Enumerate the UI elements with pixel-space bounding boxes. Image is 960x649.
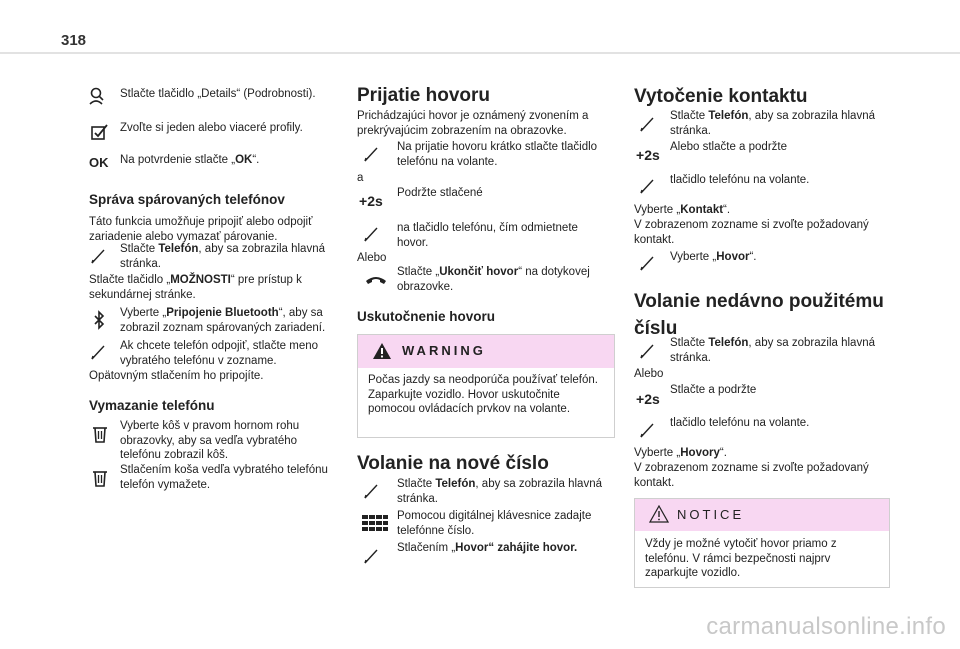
text-recent-5: Vyberte „Hovory“.: [634, 447, 727, 459]
hold-2s-icon: +2s: [359, 193, 383, 209]
trash-icon: [90, 424, 110, 444]
text-recent-4: tlačidlo telefónu na volante.: [670, 417, 810, 429]
pen-icon: [362, 144, 382, 164]
pen-icon: [638, 420, 658, 440]
heading-make-call: Uskutočnenie hovoru: [357, 309, 496, 324]
step-bluetooth: Vyberte „Pripojenie Bluetooth“, aby sa zobrazil zoznam spárovaných zariadení.: [120, 307, 326, 334]
text-and: a: [357, 172, 364, 184]
watermark: carmanualsonline.info: [706, 613, 946, 640]
text-answer: Na prijatie hovoru krátko stlačte tlačidlo telefónu na volante.: [397, 141, 598, 168]
text-contact-3: tlačidlo telefónu na volante.: [670, 174, 810, 186]
text-new-2: Pomocou digitálnej klávesnice zadajte telefónne číslo.: [397, 510, 592, 537]
title-recent-number: Volanie nedávno použitému číslu: [634, 291, 884, 339]
search-person-icon: [88, 86, 108, 106]
checkbox-edit-icon: [90, 122, 110, 142]
notice-header: [635, 499, 889, 531]
text-recent-2: Alebo: [634, 368, 664, 380]
top-divider: [0, 52, 960, 54]
notice-title: NOTICE: [677, 507, 745, 522]
text-delete-2: Stlačením koša vedľa vybratého telefónu telefón vymažete.: [120, 464, 328, 491]
bluetooth-icon: [89, 310, 109, 330]
page-number: 318: [61, 32, 87, 49]
text-details: Stlačte tlačidlo „Details“ (Podrobnosti).: [120, 88, 316, 100]
notice-text: Vždy je možné vytočiť hovor priamo z telefónu. V rámci bezpečnosti najprv zaparkujte vozidlo.: [645, 538, 837, 580]
text-or: Alebo: [357, 252, 387, 264]
pen-icon: [362, 481, 382, 501]
notice-box: [634, 498, 890, 588]
text-reject: na tlačidlo telefónu, čím odmietnete hovor.: [397, 222, 578, 249]
paragraph-function: Táto funkcia umožňuje pripojiť alebo odpojiť zariadenie alebo vymazať párovanie.: [89, 216, 313, 243]
title-dial-contact: Vytočenie kontaktu: [634, 86, 808, 107]
warning-text: Počas jazdy sa neodporúča používať telefón. Zaparkujte vozidlo. Hovor uskutočnite pomocou ovládacích prvkov na volante.: [368, 374, 598, 416]
text-contact-1: Stlačte Telefón, aby sa zobrazila hlavná stránka.: [670, 110, 875, 137]
text-end-call: Stlačte „Ukončiť hovor“ na dotykovej obrazovke.: [397, 266, 590, 293]
trash-icon: [90, 468, 110, 488]
text-profiles: Zvoľte si jeden alebo viaceré profily.: [120, 122, 303, 134]
step-reconnect: Opätovným stlačením ho pripojíte.: [89, 370, 264, 382]
step-options: Stlačte tlačidlo „MOŽNOSTI“ pre prístup k sekundárnej stránke.: [89, 274, 302, 301]
text-confirm: Na potvrdenie stlačte „OK“.: [120, 154, 260, 166]
text-contact-5: V zobrazenom zozname si zvoľte požadovaný kontakt.: [634, 219, 869, 246]
pen-icon: [638, 114, 658, 134]
text-contact-6: Vyberte „Hovor“.: [670, 251, 757, 263]
hold-2s-icon: +2s: [636, 147, 660, 163]
warning-title: WARNING: [402, 343, 486, 358]
warning-box: [357, 334, 615, 438]
text-recent-6: V zobrazenom zozname si zvoľte požadovaný kontakt.: [634, 462, 869, 489]
title-receive-call: Prijatie hovoru: [357, 85, 491, 106]
paragraph-incoming-call: Prichádzajúci hovor je oznámený zvonením a prekrývajúcim zobrazením na obrazovke.: [357, 110, 589, 137]
heading-paired-phones: Správa spárovaných telefónov: [89, 192, 285, 207]
ok-icon: OK: [89, 155, 109, 170]
warning-header: [358, 335, 614, 368]
step-disconnect: Ak chcete telefón odpojiť, stlačte meno vybratého telefónu v zozname.: [120, 340, 319, 367]
notice-icon: [649, 505, 669, 523]
pen-icon: [638, 341, 658, 361]
title-new-number: Volanie na nové číslo: [357, 453, 549, 474]
hang-up-icon: [364, 270, 388, 290]
step-phone-page: Stlačte Telefón, aby sa zobrazila hlavná stránka.: [120, 243, 325, 270]
pen-icon: [638, 253, 658, 273]
text-new-3: Stlačením „Hovor“ zahájite hovor.: [397, 542, 578, 554]
pen-icon: [89, 342, 109, 362]
text-recent-3: Stlačte a podržte: [670, 384, 757, 396]
text-contact-2: Alebo stlačte a podržte: [670, 141, 787, 153]
hold-2s-icon: +2s: [636, 391, 660, 407]
pen-icon: [89, 246, 109, 266]
text-recent-1: Stlačte Telefón, aby sa zobrazila hlavná stránka.: [670, 337, 875, 364]
keypad-icon: [362, 514, 388, 534]
warning-icon: [372, 342, 392, 360]
pen-icon: [362, 546, 382, 566]
text-new-1: Stlačte Telefón, aby sa zobrazila hlavná stránka.: [397, 478, 602, 505]
pen-icon: [638, 176, 658, 196]
pen-icon: [362, 224, 382, 244]
text-contact-4: Vyberte „Kontakt“.: [634, 204, 731, 216]
text-delete-1: Vyberte kôš v pravom hornom rohu obrazovky, aby sa vedľa vybratého telefónu zobrazil kôš.: [120, 420, 300, 462]
text-hold: Podržte stlačené: [397, 187, 483, 199]
heading-delete-phone: Vymazanie telefónu: [89, 398, 215, 413]
